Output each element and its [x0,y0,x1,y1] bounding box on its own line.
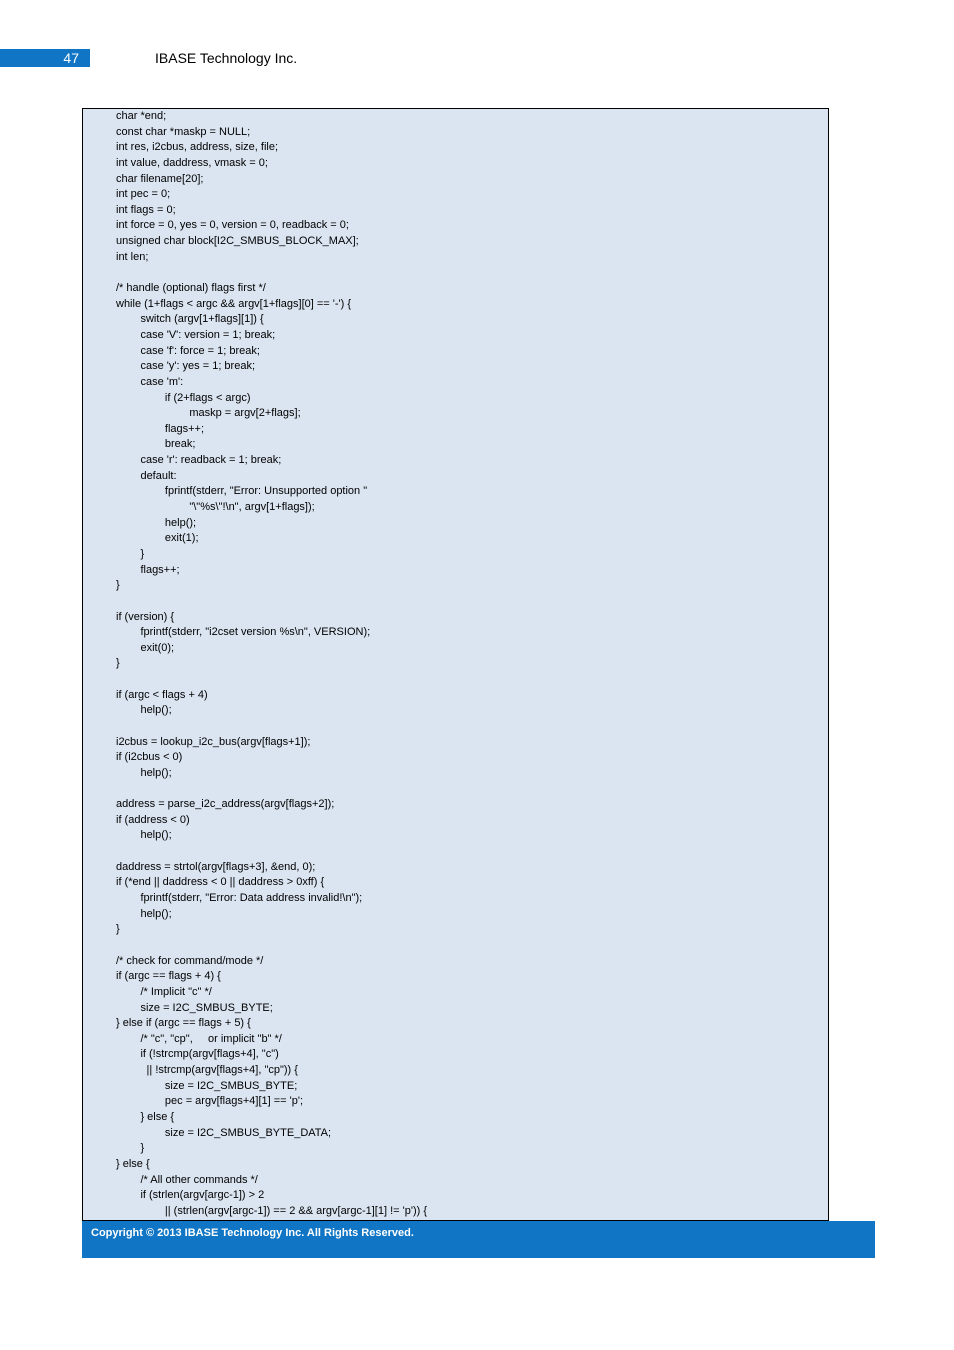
code-line: if (!strcmp(argv[flags+4], "c") [116,1048,279,1061]
code-line: case 'm': [116,375,184,388]
code-line: daddress = strtol(argv[flags+3], &end, 0); [116,860,316,873]
code-line: pec = argv[flags+4][1] == 'p'; [116,1095,304,1108]
code-line: help(); [116,516,197,529]
code-line [116,844,427,860]
code-line: } else { [116,1111,175,1123]
code-line: exit(0); [116,641,175,654]
code-line: size = I2C_SMBUS_BYTE_DATA; [116,1126,332,1139]
code-line: if (strlen(argv[argc-1]) > 2 [116,1189,265,1202]
code-line: while (1+flags < argc && argv[1+flags][0] == '-') { [116,297,352,310]
code-line: /* "c", "cp", or implicit "b" */ [116,1032,282,1045]
code-line: } else if (argc == flags + 5) { [116,1017,251,1030]
code-line: int len; [116,250,149,263]
copyright-text: Copyright © 2013 IBASE Technology Inc. All Rights Reserved. [91,1227,414,1239]
code-line: case 'V': version = 1; break; [116,328,276,341]
code-line: unsigned char block[I2C_SMBUS_BLOCK_MAX]; [116,235,359,248]
code-line: || (strlen(argv[argc-1]) == 2 && argv[argc-1][1] != 'p')) { [116,1204,427,1217]
code-line: int flags = 0; [116,203,176,216]
code-line: flags++; [116,563,180,576]
code-line: int value, daddress, vmask = 0; [116,156,268,169]
code-listing-box [82,108,829,1221]
code-line: flags++; [116,422,205,435]
code-line: int res, i2cbus, address, size, file; [116,141,279,154]
page-number: 47 [0,49,90,67]
code-line [116,719,427,735]
code-line: if (argc < flags + 4) [116,688,208,701]
code-line: size = I2C_SMBUS_BYTE; [116,1079,298,1092]
code-line: address = parse_i2c_address(argv[flags+2]); [116,798,335,811]
code-line: if (2+flags < argc) [116,391,251,404]
code-line: } else { [116,1157,150,1170]
code-line: if (version) { [116,610,175,623]
code-line: if (address < 0) [116,813,190,826]
code-line: case 'f': force = 1; break; [116,344,260,357]
code-line: char *end; [116,110,167,122]
code-line: fprintf(stderr, "Error: Unsupported option " [116,485,368,498]
footer-bar [82,1221,875,1258]
code-line: int pec = 0; [116,188,171,201]
code-line: char filename[20]; [116,172,204,185]
code-line: help(); [116,829,172,842]
code-line: fprintf(stderr, "i2cset version %s\n", VERSION); [116,626,371,639]
code-line [116,265,427,281]
code-line: case 'r': readback = 1; break; [116,454,282,467]
code-line: switch (argv[1+flags][1]) { [116,313,264,326]
code-lines [116,109,427,1219]
code-line: || !strcmp(argv[flags+4], "cp")) { [116,1064,298,1077]
code-line [116,594,427,610]
code-line: break; [116,438,196,451]
code-line [116,672,427,688]
code-line: /* All other commands */ [116,1173,258,1186]
code-line [116,938,427,954]
code-line: } [116,547,145,560]
code-line: fprintf(stderr, "Error: Data address invalid!\n"); [116,892,363,905]
code-line: } [116,579,120,592]
code-line: } [116,1142,145,1155]
code-line: int force = 0, yes = 0, version = 0, readback = 0; [116,219,349,232]
code-line: "\"%s\"!\n", argv[1+flags]); [116,501,315,514]
code-line: help(); [116,766,172,779]
code-line: size = I2C_SMBUS_BYTE; [116,1001,273,1014]
code-line: /* Implicit "c" */ [116,985,212,998]
code-line: /* check for command/mode */ [116,954,264,967]
code-line: maskp = argv[2+flags]; [116,407,301,420]
code-line: if (*end || daddress < 0 || daddress > 0xff) { [116,876,325,889]
code-line: i2cbus = lookup_i2c_bus(argv[flags+1]); [116,735,311,748]
code-line: case 'y': yes = 1; break; [116,360,256,373]
code-line: } [116,657,120,670]
code-line: const char *maskp = NULL; [116,125,251,138]
code-line: /* handle (optional) flags first */ [116,282,266,295]
code-line: help(); [116,704,172,717]
code-line: help(); [116,907,172,920]
code-line: } [116,923,120,936]
code-line: exit(1); [116,532,199,545]
company-header: IBASE Technology Inc. [155,50,298,66]
code-line: if (argc == flags + 4) { [116,970,221,983]
code-line: if (i2cbus < 0) [116,751,183,764]
code-line: default: [116,469,177,482]
code-line [116,782,427,798]
